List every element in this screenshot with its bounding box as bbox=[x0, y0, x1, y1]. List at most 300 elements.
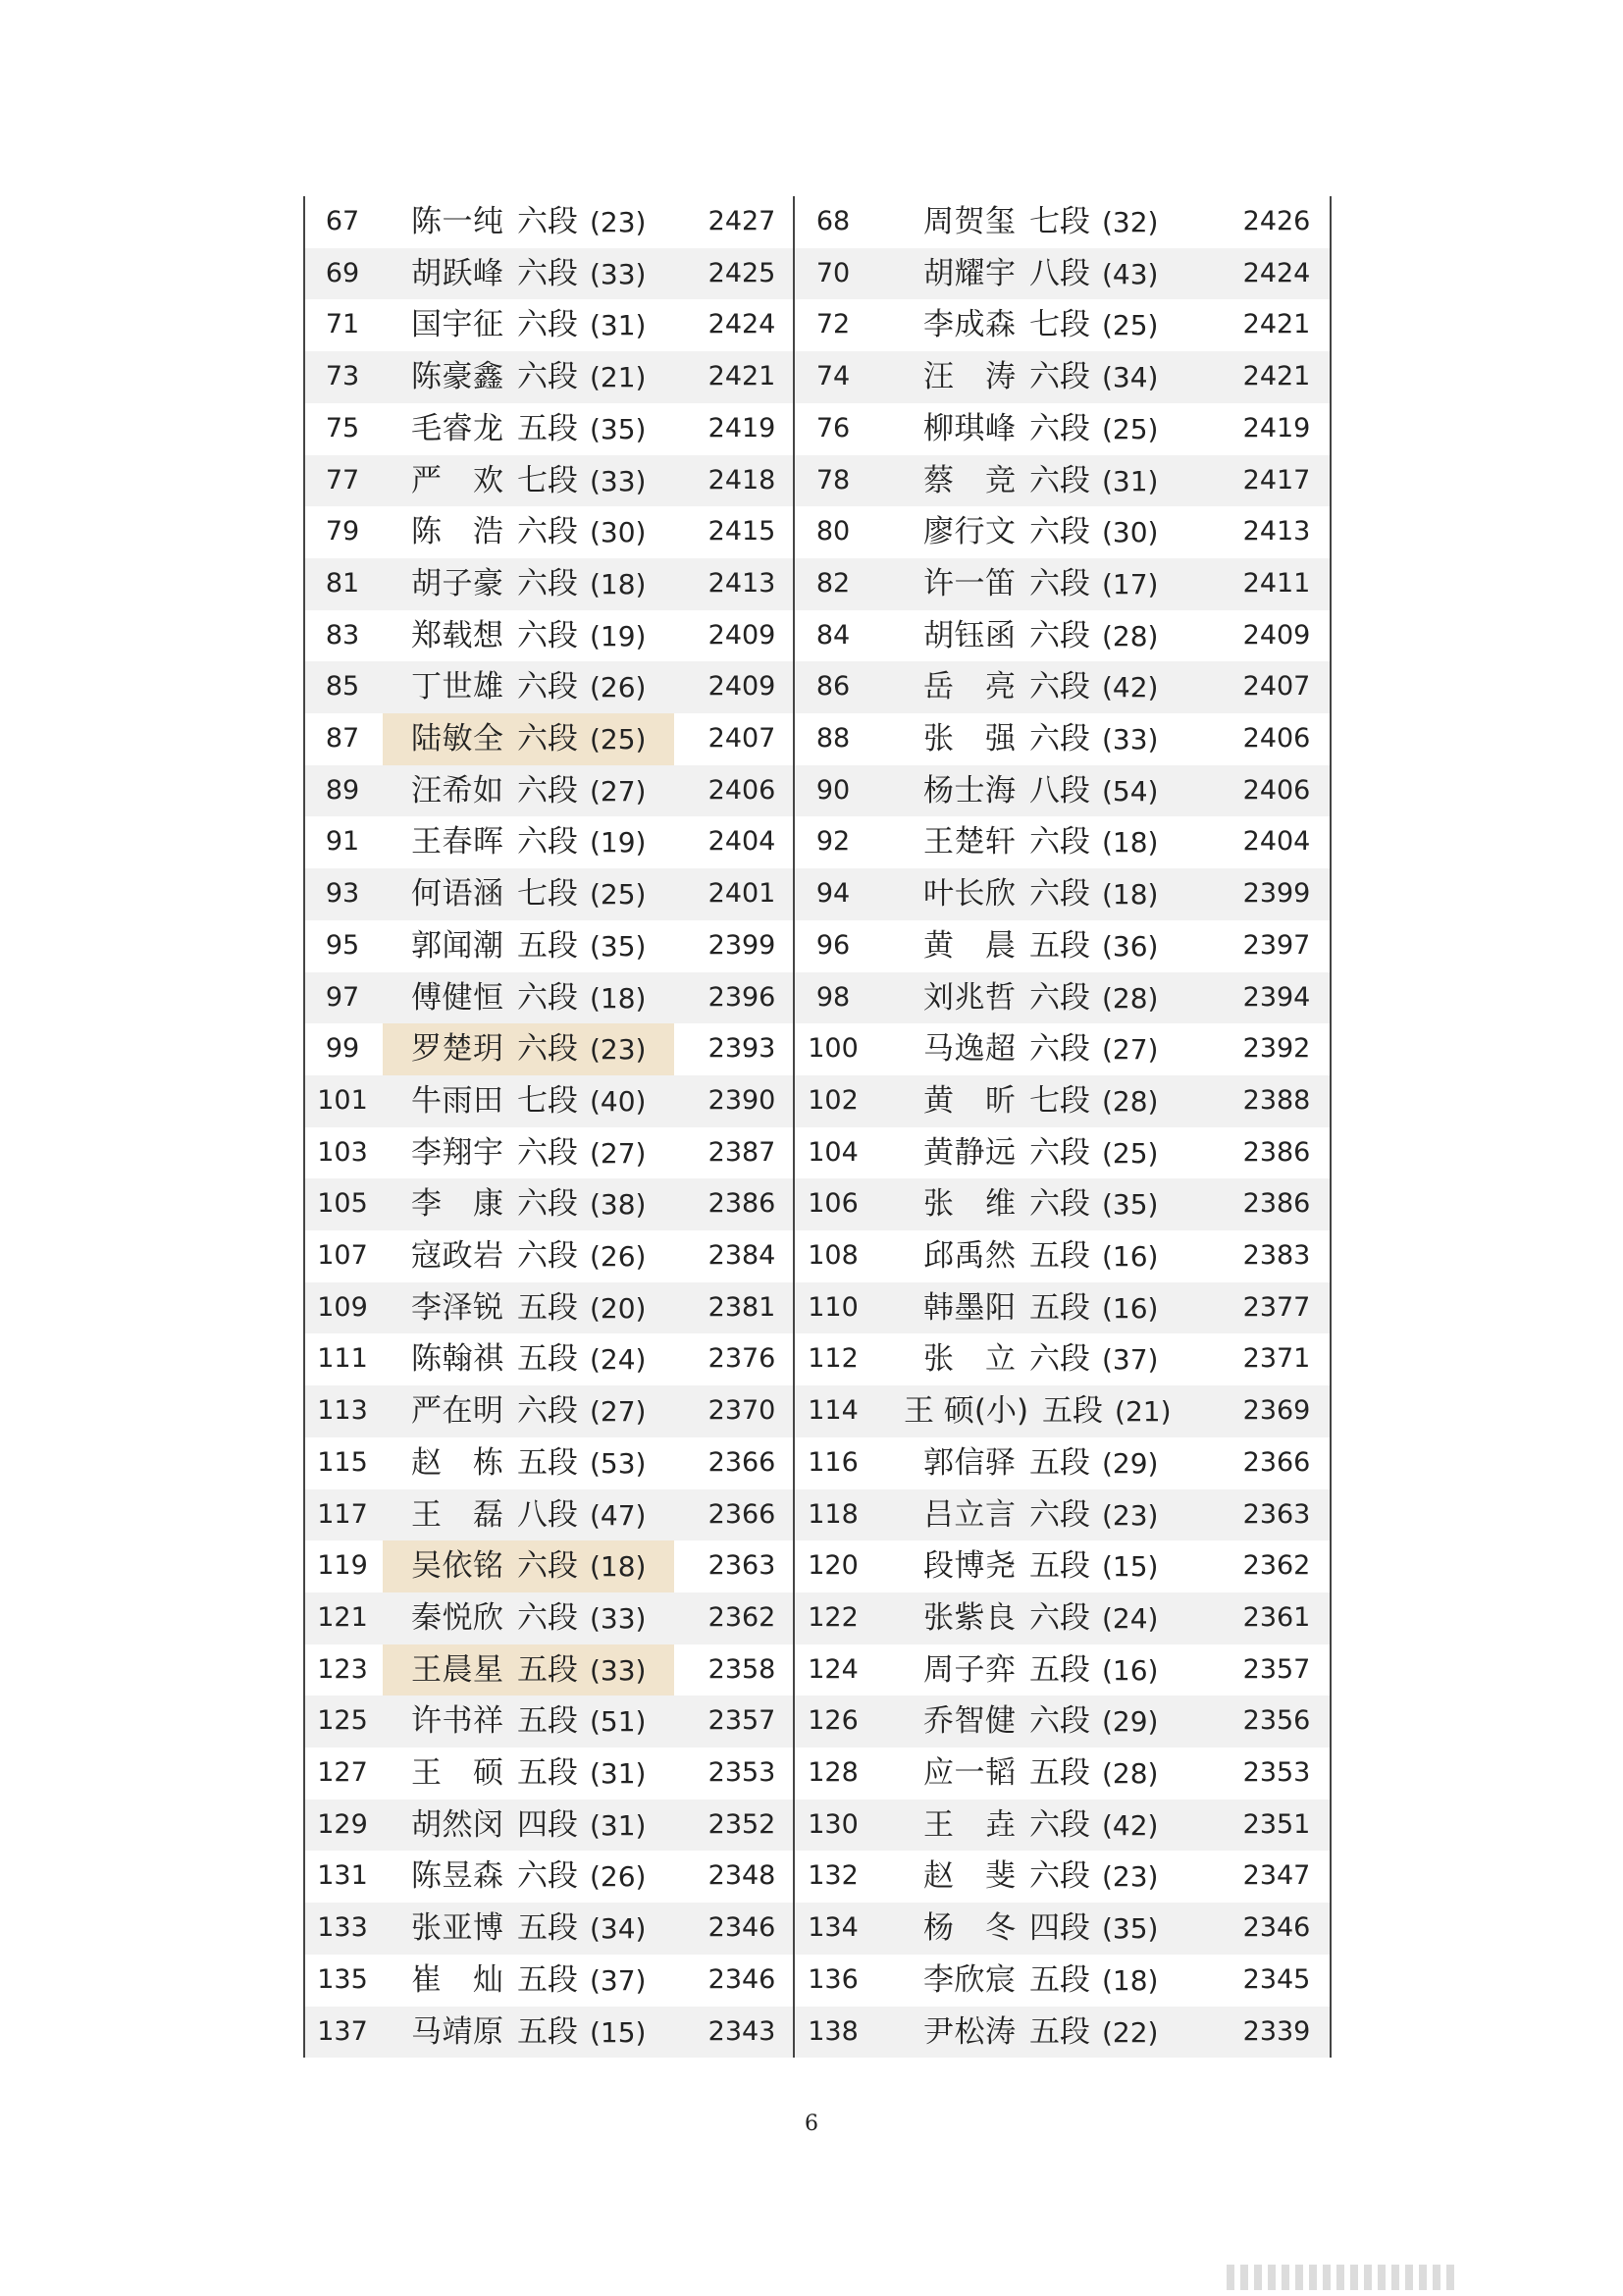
player-age: (31) bbox=[590, 1757, 647, 1790]
rating-cell: 2358 bbox=[707, 1653, 776, 1685]
rank-cell: 129 bbox=[317, 1808, 368, 1840]
player-name: 周子弈 bbox=[923, 1651, 1016, 1688]
table-row bbox=[305, 1851, 1330, 1903]
table-row bbox=[305, 713, 1330, 765]
player-age: (16) bbox=[1102, 1653, 1159, 1687]
rank-cell: 120 bbox=[808, 1550, 859, 1582]
rating-cell: 2424 bbox=[1242, 257, 1311, 288]
rank-cell: 125 bbox=[317, 1705, 368, 1737]
rank-cell: 105 bbox=[317, 1188, 368, 1220]
rating-cell: 2401 bbox=[707, 878, 776, 910]
player-name: 胡跃峰 bbox=[411, 255, 503, 291]
rating-cell: 2418 bbox=[707, 464, 776, 496]
player-cell bbox=[923, 1851, 1158, 1903]
dan-rank: 五段 bbox=[1042, 1393, 1104, 1430]
rating-cell: 2426 bbox=[1242, 206, 1311, 236]
player-name: 严在明 bbox=[411, 1393, 503, 1430]
player-age: (25) bbox=[1102, 1136, 1159, 1170]
player-cell bbox=[411, 1178, 646, 1230]
dan-rank: 七段 bbox=[1029, 204, 1090, 239]
player-cell bbox=[411, 1437, 646, 1489]
player-cell bbox=[923, 1333, 1158, 1385]
rank-cell: 113 bbox=[317, 1395, 368, 1427]
rating-cell: 2363 bbox=[707, 1550, 776, 1582]
rating-cell: 2346 bbox=[1242, 1912, 1311, 1944]
player-age: (23) bbox=[1102, 1860, 1159, 1894]
table-row bbox=[305, 816, 1330, 868]
dan-rank: 六段 bbox=[1029, 1134, 1090, 1171]
dan-rank: 六段 bbox=[1029, 979, 1090, 1016]
player-age: (42) bbox=[1102, 1808, 1159, 1842]
dan-rank: 六段 bbox=[1029, 410, 1090, 446]
dan-rank: 八段 bbox=[517, 1496, 578, 1533]
player-age: (37) bbox=[1102, 1343, 1159, 1377]
table-row bbox=[305, 506, 1330, 558]
player-age: (31) bbox=[590, 309, 647, 342]
player-name: 吴依铭 bbox=[411, 1548, 503, 1585]
dan-rank: 六段 bbox=[1029, 1496, 1090, 1533]
rank-cell: 132 bbox=[808, 1860, 859, 1892]
player-name: 傅健恒 bbox=[411, 979, 503, 1016]
table-row bbox=[305, 403, 1330, 455]
rank-cell: 135 bbox=[317, 1963, 368, 1995]
player-cell bbox=[411, 1385, 646, 1437]
rating-cell: 2409 bbox=[1242, 619, 1311, 651]
player-age: (15) bbox=[590, 2015, 647, 2049]
player-age: (31) bbox=[590, 1808, 647, 1842]
dan-rank: 六段 bbox=[517, 1031, 578, 1068]
rating-cell: 2413 bbox=[1242, 516, 1311, 548]
dan-rank: 五段 bbox=[517, 1755, 578, 1791]
player-age: (33) bbox=[590, 464, 647, 497]
player-cell bbox=[923, 1023, 1158, 1075]
player-name: 郭信驿 bbox=[923, 1444, 1016, 1481]
player-age: (27) bbox=[1102, 1033, 1159, 1067]
player-age: (28) bbox=[1102, 981, 1159, 1015]
dan-rank: 六段 bbox=[517, 307, 578, 343]
rank-cell: 106 bbox=[808, 1188, 859, 1220]
player-name: 张亚博 bbox=[411, 1910, 503, 1947]
player-age: (26) bbox=[590, 671, 647, 704]
rating-cell: 2409 bbox=[707, 619, 776, 651]
rating-cell: 2417 bbox=[1242, 464, 1311, 496]
player-age: (17) bbox=[1102, 567, 1159, 600]
dan-rank: 五段 bbox=[517, 1289, 578, 1326]
player-age: (18) bbox=[1102, 1963, 1159, 1997]
rating-cell: 2366 bbox=[1242, 1446, 1311, 1478]
player-name: 应一韬 bbox=[923, 1755, 1016, 1791]
rank-cell: 126 bbox=[808, 1705, 859, 1737]
rating-cell: 2394 bbox=[1242, 981, 1311, 1013]
table-row bbox=[305, 1903, 1330, 1955]
dan-rank: 六段 bbox=[1029, 1703, 1090, 1740]
dan-rank: 六段 bbox=[1029, 1599, 1090, 1636]
player-name: 李 康 bbox=[411, 1186, 503, 1223]
dan-rank: 五段 bbox=[517, 1910, 578, 1947]
player-cell bbox=[904, 1385, 1172, 1437]
table-row bbox=[305, 1644, 1330, 1696]
rank-cell: 74 bbox=[815, 361, 851, 392]
rating-cell: 2386 bbox=[1242, 1188, 1311, 1220]
player-cell bbox=[923, 765, 1158, 817]
dan-rank: 五段 bbox=[517, 410, 578, 446]
player-name: 国宇征 bbox=[411, 307, 503, 343]
rank-cell: 115 bbox=[317, 1446, 368, 1478]
player-cell bbox=[923, 661, 1158, 713]
player-cell bbox=[411, 661, 646, 713]
rank-cell: 69 bbox=[325, 257, 360, 288]
player-cell bbox=[411, 1127, 646, 1179]
player-name: 丁世雄 bbox=[411, 669, 503, 705]
dan-rank: 七段 bbox=[517, 462, 578, 498]
rating-cell: 2369 bbox=[1242, 1395, 1311, 1427]
table-row bbox=[305, 558, 1330, 610]
dan-rank: 六段 bbox=[517, 1134, 578, 1171]
player-cell bbox=[411, 972, 646, 1024]
player-age: (19) bbox=[590, 619, 647, 652]
player-cell bbox=[411, 1592, 646, 1644]
player-name: 柳琪峰 bbox=[923, 410, 1016, 446]
rating-cell: 2383 bbox=[1242, 1240, 1311, 1271]
player-name: 崔 灿 bbox=[411, 1961, 503, 1998]
player-cell bbox=[923, 816, 1158, 868]
player-cell bbox=[923, 455, 1158, 507]
player-name: 马逸超 bbox=[923, 1031, 1016, 1068]
player-name: 陆敏全 bbox=[411, 721, 503, 757]
rating-cell: 2339 bbox=[1242, 2015, 1311, 2047]
rank-cell: 100 bbox=[808, 1033, 859, 1065]
dan-rank: 六段 bbox=[1029, 514, 1090, 550]
player-age: (25) bbox=[1102, 412, 1159, 445]
player-age: (28) bbox=[1102, 619, 1159, 652]
player-cell bbox=[411, 1903, 646, 1955]
rating-cell: 2388 bbox=[1242, 1084, 1311, 1116]
dan-rank: 六段 bbox=[517, 824, 578, 861]
table-row bbox=[305, 868, 1330, 920]
rating-cell: 2396 bbox=[707, 981, 776, 1013]
rank-cell: 96 bbox=[815, 929, 851, 961]
rating-cell: 2346 bbox=[707, 1912, 776, 1944]
player-cell bbox=[411, 1333, 646, 1385]
rank-cell: 118 bbox=[808, 1498, 859, 1530]
dan-rank: 五段 bbox=[1029, 1961, 1090, 1998]
player-name: 刘兆哲 bbox=[923, 979, 1016, 1016]
table-row bbox=[305, 765, 1330, 817]
player-age: (32) bbox=[1102, 206, 1159, 238]
dan-rank: 六段 bbox=[517, 617, 578, 653]
player-cell bbox=[411, 1230, 646, 1282]
player-age: (18) bbox=[590, 567, 647, 600]
dan-rank: 六段 bbox=[517, 1393, 578, 1430]
dan-rank: 六段 bbox=[517, 1548, 578, 1585]
player-cell bbox=[411, 765, 646, 817]
player-cell bbox=[923, 403, 1158, 455]
rank-cell: 103 bbox=[317, 1136, 368, 1168]
dan-rank: 六段 bbox=[1029, 721, 1090, 757]
dan-rank: 七段 bbox=[1029, 307, 1090, 343]
player-age: (16) bbox=[1102, 1291, 1159, 1325]
player-age: (25) bbox=[1102, 309, 1159, 342]
player-age: (29) bbox=[1102, 1705, 1159, 1739]
rating-cell: 2352 bbox=[707, 1808, 776, 1840]
player-cell bbox=[411, 868, 646, 920]
player-name: 李泽锐 bbox=[411, 1289, 503, 1326]
player-name: 寇政岩 bbox=[411, 1238, 503, 1274]
rating-cell: 2345 bbox=[1242, 1963, 1311, 1995]
player-age: (24) bbox=[590, 1343, 647, 1377]
table-row bbox=[305, 299, 1330, 351]
player-cell bbox=[411, 920, 646, 972]
rating-cell: 2386 bbox=[1242, 1136, 1311, 1168]
player-name: 王楚轩 bbox=[923, 824, 1016, 861]
player-cell bbox=[923, 351, 1158, 403]
player-age: (18) bbox=[1102, 878, 1159, 912]
player-name: 王 垚 bbox=[923, 1806, 1016, 1843]
dan-rank: 六段 bbox=[517, 565, 578, 601]
dan-rank: 六段 bbox=[1029, 1341, 1090, 1378]
player-name: 杨 冬 bbox=[923, 1910, 1016, 1947]
player-name: 郑载想 bbox=[411, 617, 503, 653]
player-name: 王 磊 bbox=[411, 1496, 503, 1533]
player-age: (29) bbox=[1102, 1446, 1159, 1480]
rating-cell: 2348 bbox=[707, 1860, 776, 1892]
table-row bbox=[305, 1075, 1330, 1127]
dan-rank: 六段 bbox=[1029, 876, 1090, 913]
player-age: (35) bbox=[590, 412, 647, 445]
rating-cell: 2386 bbox=[707, 1188, 776, 1220]
rating-cell: 2357 bbox=[1242, 1653, 1311, 1685]
rank-cell: 79 bbox=[325, 516, 360, 548]
player-cell bbox=[923, 1489, 1158, 1541]
player-name: 黄静远 bbox=[923, 1134, 1016, 1171]
rating-cell: 2384 bbox=[707, 1240, 776, 1271]
table-row bbox=[305, 1437, 1330, 1489]
rank-cell: 130 bbox=[808, 1808, 859, 1840]
rating-cell: 2413 bbox=[707, 567, 776, 599]
table-row bbox=[305, 1230, 1330, 1282]
player-name: 邱禹然 bbox=[923, 1238, 1016, 1274]
player-cell bbox=[923, 506, 1158, 558]
player-name: 杨士海 bbox=[923, 772, 1016, 809]
player-name: 许一笛 bbox=[923, 565, 1016, 601]
rating-cell: 2390 bbox=[707, 1084, 776, 1116]
player-name: 吕立言 bbox=[923, 1496, 1016, 1533]
player-cell bbox=[411, 1282, 646, 1334]
rank-cell: 107 bbox=[317, 1240, 368, 1271]
table-row bbox=[305, 1127, 1330, 1179]
player-cell bbox=[411, 1696, 646, 1748]
rating-cell: 2419 bbox=[1242, 412, 1311, 444]
dan-rank: 六段 bbox=[1029, 617, 1090, 653]
player-age: (23) bbox=[590, 1033, 647, 1067]
player-name: 尹松涛 bbox=[923, 2013, 1016, 2050]
rating-cell: 2393 bbox=[707, 1033, 776, 1065]
rank-cell: 84 bbox=[815, 619, 851, 651]
player-name: 乔智健 bbox=[923, 1703, 1016, 1740]
player-cell bbox=[411, 1540, 646, 1592]
rating-cell: 2362 bbox=[707, 1601, 776, 1633]
rating-cell: 2419 bbox=[707, 412, 776, 444]
player-cell bbox=[923, 1748, 1158, 1800]
rating-cell: 2357 bbox=[707, 1705, 776, 1737]
player-cell bbox=[411, 713, 646, 765]
player-name: 汪 涛 bbox=[923, 359, 1016, 395]
player-cell bbox=[411, 1644, 646, 1696]
table-row bbox=[305, 1955, 1330, 2007]
player-cell bbox=[923, 610, 1158, 662]
rank-cell: 91 bbox=[325, 826, 360, 858]
player-name: 许书祥 bbox=[411, 1703, 503, 1740]
rating-cell: 2407 bbox=[707, 723, 776, 754]
player-cell bbox=[411, 558, 646, 610]
player-age: (51) bbox=[590, 1705, 647, 1739]
player-name: 王 硕(小) bbox=[904, 1393, 1029, 1430]
dan-rank: 七段 bbox=[517, 1082, 578, 1119]
player-cell bbox=[923, 972, 1158, 1024]
dan-rank: 四段 bbox=[517, 1806, 578, 1843]
player-age: (25) bbox=[590, 723, 647, 756]
rating-cell: 2366 bbox=[707, 1446, 776, 1478]
rank-cell: 68 bbox=[815, 206, 851, 236]
rank-cell: 136 bbox=[808, 1963, 859, 1995]
player-cell bbox=[923, 1230, 1158, 1282]
rank-cell: 134 bbox=[808, 1912, 859, 1944]
rank-cell: 92 bbox=[815, 826, 851, 858]
player-name: 张紫良 bbox=[923, 1599, 1016, 1636]
dan-rank: 五段 bbox=[1029, 1444, 1090, 1481]
dan-rank: 六段 bbox=[517, 979, 578, 1016]
player-name: 胡耀宇 bbox=[923, 255, 1016, 291]
table-row bbox=[305, 1385, 1330, 1437]
player-cell bbox=[411, 610, 646, 662]
player-cell bbox=[923, 1282, 1158, 1334]
rank-cell: 72 bbox=[815, 309, 851, 340]
player-cell bbox=[411, 455, 646, 507]
rank-cell: 67 bbox=[325, 206, 360, 236]
player-age: (38) bbox=[590, 1188, 647, 1222]
rating-cell: 2392 bbox=[1242, 1033, 1311, 1065]
rank-cell: 99 bbox=[325, 1033, 360, 1065]
dan-rank: 六段 bbox=[517, 1599, 578, 1636]
player-name: 牛雨田 bbox=[411, 1082, 503, 1119]
player-name: 严 欢 bbox=[411, 462, 503, 498]
player-cell bbox=[923, 1644, 1158, 1696]
player-name: 毛睿龙 bbox=[411, 410, 503, 446]
player-cell bbox=[411, 299, 646, 351]
player-name: 陈翰祺 bbox=[411, 1341, 503, 1378]
rating-cell: 2421 bbox=[707, 361, 776, 392]
player-cell bbox=[411, 1851, 646, 1903]
rank-cell: 123 bbox=[317, 1653, 368, 1685]
player-cell bbox=[923, 1955, 1158, 2007]
player-name: 叶长欣 bbox=[923, 876, 1016, 913]
table-row bbox=[305, 1540, 1330, 1592]
player-age: (30) bbox=[1102, 516, 1159, 549]
player-name: 王春晖 bbox=[411, 824, 503, 861]
player-name: 陈昱森 bbox=[411, 1858, 503, 1895]
player-age: (30) bbox=[590, 516, 647, 549]
rank-cell: 70 bbox=[815, 257, 851, 288]
player-cell bbox=[923, 1075, 1158, 1127]
dan-rank: 六段 bbox=[1029, 669, 1090, 705]
player-name: 胡然闵 bbox=[411, 1806, 503, 1843]
player-name: 蔡 竞 bbox=[923, 462, 1016, 498]
player-name: 马靖原 bbox=[411, 2013, 503, 2050]
watermark-bars bbox=[1217, 2257, 1590, 2296]
player-age: (23) bbox=[1102, 1498, 1159, 1532]
rating-cell: 2399 bbox=[1242, 878, 1311, 910]
rating-cell: 2399 bbox=[707, 929, 776, 961]
player-name: 赵 栋 bbox=[411, 1444, 503, 1481]
player-age: (42) bbox=[1102, 671, 1159, 704]
table-row bbox=[305, 1748, 1330, 1800]
player-name: 汪希如 bbox=[411, 772, 503, 809]
player-age: (33) bbox=[590, 1601, 647, 1635]
rating-cell: 2347 bbox=[1242, 1860, 1311, 1892]
dan-rank: 六段 bbox=[517, 1858, 578, 1895]
rating-cell: 2411 bbox=[1242, 567, 1311, 599]
player-name: 张 维 bbox=[923, 1186, 1016, 1223]
player-cell bbox=[411, 403, 646, 455]
player-age: (35) bbox=[1102, 1188, 1159, 1222]
table-row bbox=[305, 1489, 1330, 1541]
rank-cell: 89 bbox=[325, 774, 360, 806]
player-cell bbox=[411, 1489, 646, 1541]
dan-rank: 六段 bbox=[517, 669, 578, 705]
player-age: (36) bbox=[1102, 929, 1159, 963]
dan-rank: 五段 bbox=[517, 1341, 578, 1378]
player-cell bbox=[923, 868, 1158, 920]
table-row bbox=[305, 972, 1330, 1024]
player-age: (28) bbox=[1102, 1084, 1159, 1118]
dan-rank: 五段 bbox=[1029, 1238, 1090, 1274]
player-cell bbox=[923, 1127, 1158, 1179]
player-name: 王晨星 bbox=[411, 1651, 503, 1688]
rank-cell: 94 bbox=[815, 878, 851, 910]
rank-cell: 133 bbox=[317, 1912, 368, 1944]
rating-cell: 2376 bbox=[707, 1343, 776, 1375]
table-row bbox=[305, 610, 1330, 662]
table-row bbox=[305, 196, 1330, 248]
player-age: (40) bbox=[590, 1084, 647, 1118]
player-age: (53) bbox=[590, 1446, 647, 1480]
player-name: 李欣宸 bbox=[923, 1961, 1016, 1998]
player-cell bbox=[923, 1800, 1158, 1852]
dan-rank: 六段 bbox=[517, 204, 578, 239]
table-row bbox=[305, 1592, 1330, 1644]
rank-cell: 127 bbox=[317, 1757, 368, 1788]
player-age: (31) bbox=[1102, 464, 1159, 497]
table-row bbox=[305, 1333, 1330, 1385]
player-cell bbox=[411, 816, 646, 868]
rank-cell: 137 bbox=[317, 2015, 368, 2047]
rank-cell: 104 bbox=[808, 1136, 859, 1168]
player-age: (20) bbox=[590, 1291, 647, 1325]
player-age: (19) bbox=[590, 826, 647, 860]
rank-cell: 128 bbox=[808, 1757, 859, 1788]
player-age: (43) bbox=[1102, 257, 1159, 290]
player-cell bbox=[923, 920, 1158, 972]
player-cell bbox=[923, 1437, 1158, 1489]
player-cell bbox=[411, 1023, 646, 1075]
player-age: (35) bbox=[1102, 1912, 1159, 1946]
rank-cell: 116 bbox=[808, 1446, 859, 1478]
rating-cell: 2366 bbox=[707, 1498, 776, 1530]
player-age: (15) bbox=[1102, 1550, 1159, 1584]
rank-cell: 90 bbox=[815, 774, 851, 806]
rank-cell: 111 bbox=[317, 1343, 368, 1375]
dan-rank: 五段 bbox=[517, 1444, 578, 1481]
